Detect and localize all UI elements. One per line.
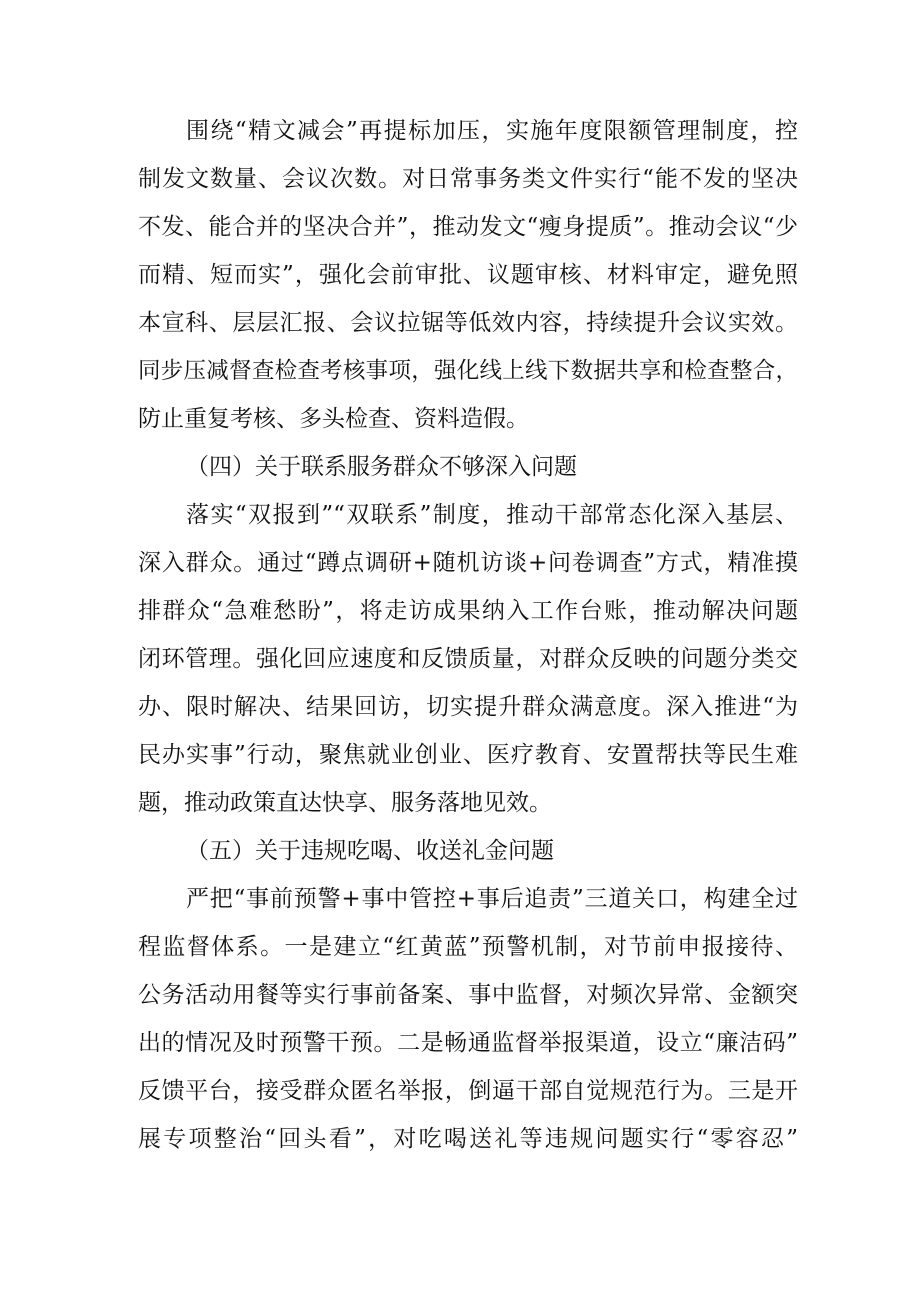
paragraph-line: 公务活动用餐等实行事前备案、事中监督，对频次异常、金额突 xyxy=(138,982,798,1008)
paragraph-line: 题，推动政策直达快享、服务落地见效。 xyxy=(138,790,552,816)
paragraph-line: 展专项整治“回头看”，对吃喝送礼等违规问题实行“零容忍” xyxy=(138,1126,798,1152)
paragraph-line: 办、限时解决、结果回访，切实提升群众满意度。深入推进“为 xyxy=(138,694,798,720)
paragraph-line: 不发、能合并的坚决合并”，推动发文“瘦身提质”。推动会议“少 xyxy=(138,214,798,240)
section-heading-5: （五）关于违规吃喝、收送礼金问题 xyxy=(186,838,554,864)
paragraph-line: 本宣科、层层汇报、会议拉锯等低效内容，持续提升会议实效。 xyxy=(138,310,798,336)
paragraph-line: 反馈平台，接受群众匿名举报，倒逼干部自觉规范行为。三是开 xyxy=(138,1078,798,1104)
paragraph-line: 制发文数量、会议次数。对日常事务类文件实行“能不发的坚决 xyxy=(138,166,798,192)
paragraph-line: 严把“事前预警+事中管控+事后追责”三道关口，构建全过 xyxy=(186,886,798,912)
paragraph-line: 排群众“急难愁盼”，将走访成果纳入工作台账，推动解决问题 xyxy=(138,598,798,624)
section-heading-4: （四）关于联系服务群众不够深入问题 xyxy=(186,454,577,480)
paragraph-line: 而精、短而实”，强化会前审批、议题审核、材料审定，避免照 xyxy=(138,262,798,288)
paragraph-line: 出的情况及时预警干预。二是畅通监督举报渠道，设立“廉洁码” xyxy=(138,1030,798,1056)
paragraph-line: 落实“双报到”“双联系”制度，推动干部常态化深入基层、 xyxy=(186,502,798,528)
paragraph-line: 防止重复考核、多头检查、资料造假。 xyxy=(138,406,529,432)
paragraph-line: 同步压减督查检查考核事项，强化线上线下数据共享和检查整合， xyxy=(138,358,798,384)
paragraph-line: 围绕“精文减会”再提标加压，实施年度限额管理制度，控 xyxy=(186,118,798,144)
paragraph-line: 程监督体系。一是建立“红黄蓝”预警机制，对节前申报接待、 xyxy=(138,934,798,960)
paragraph-line: 民办实事”行动，聚焦就业创业、医疗教育、安置帮扶等民生难 xyxy=(138,742,798,768)
paragraph-line: 闭环管理。强化回应速度和反馈质量，对群众反映的问题分类交 xyxy=(138,646,798,672)
paragraph-line: 深入群众。通过“蹲点调研+随机访谈+问卷调查”方式，精准摸 xyxy=(138,550,798,576)
